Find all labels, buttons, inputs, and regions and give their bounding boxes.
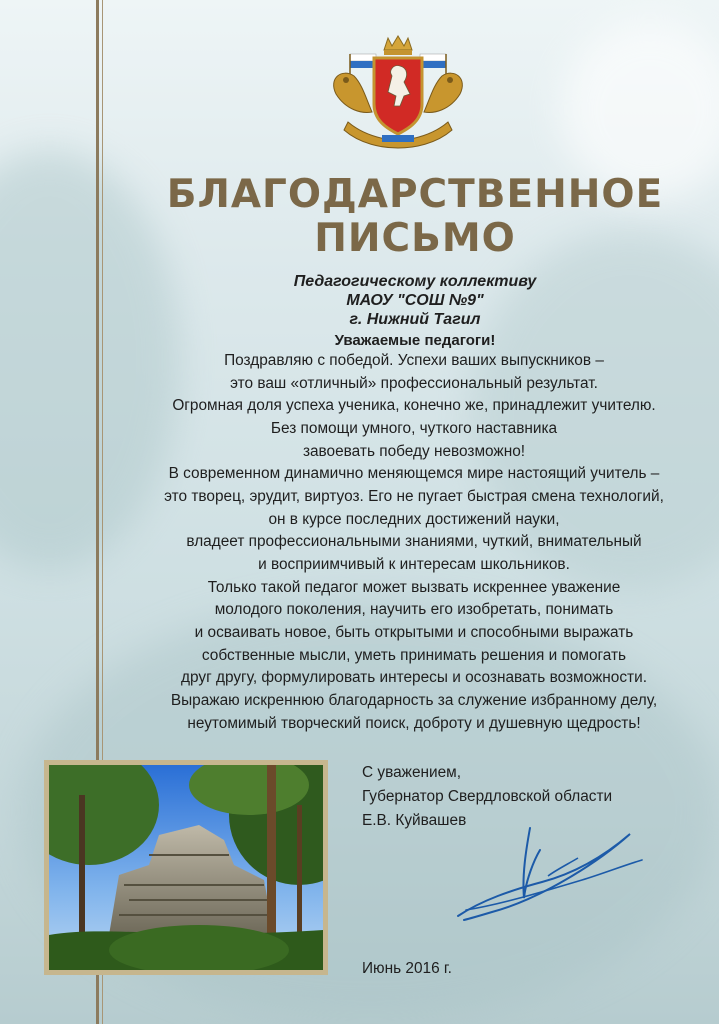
- body-line: Поздравляю с победой. Успехи ваших выпускников –: [224, 352, 604, 369]
- body-line: и восприимчивый к интересам школьников.: [258, 555, 570, 573]
- body-line: владеет профессиональными знаниями, чуткий, внимательный: [186, 533, 642, 551]
- body-line: Без помощи умного, чуткого наставника: [270, 419, 558, 437]
- greeting: Уважаемые педагоги!: [334, 332, 496, 349]
- landscape-photo: [49, 765, 323, 970]
- body-line: В современном динамично меняющемся мире настоящий учитель –: [168, 465, 660, 483]
- body-line: он в курсе последних достижений науки,: [268, 510, 560, 528]
- recipient-line3: г. Нижний Тагил: [349, 311, 481, 328]
- recipient-line1: Педагогическому коллективу: [293, 273, 537, 290]
- handwritten-signature: [452, 820, 652, 930]
- body-line: друг другу, формулировать интересы и осознавать возможности.: [181, 669, 647, 687]
- body-line: завоевать победу невозможно!: [302, 442, 526, 460]
- signature-name: Е.В. Куйвашев: [362, 812, 467, 829]
- body-line: и осваивать новое, быть открытыми и способными выражать: [194, 623, 634, 641]
- body-line: это творец, эрудит, виртуоз. Его не пугает быстрая смена технологий,: [164, 487, 664, 505]
- signature-position: Губернатор Свердловской области: [362, 788, 613, 805]
- body-line: Выражаю искреннюю благодарность за служение избранному делу,: [170, 691, 658, 709]
- signature-closing: С уважением,: [362, 764, 462, 781]
- body-line: Огромная доля успеха ученика, конечно же, принадлежит учителю.: [172, 397, 656, 415]
- body-line: Только такой педагог может вызвать искреннее уважение: [207, 578, 621, 596]
- body-line: это ваш «отличный» профессиональный результат.: [230, 374, 598, 392]
- document-title-line2: ПИСЬМО: [314, 216, 516, 261]
- landscape-photo-frame: [44, 760, 328, 975]
- coat-of-arms-icon: [322, 34, 474, 152]
- letter-body: [108, 350, 719, 735]
- body-line: собственные мысли, уметь принимать решения и помогать: [201, 646, 627, 664]
- document-date: Июнь 2016 г.: [362, 960, 452, 977]
- recipient-line2: МАОУ "СОШ №9": [346, 292, 484, 309]
- body-line: неутомимый творческий поиск, доброту и душевную щедрость!: [187, 714, 641, 732]
- document-title-line1: БЛАГОДАРСТВЕННОЕ: [166, 172, 664, 217]
- body-line: молодого поколения, научить его изобретать, понимать: [214, 601, 614, 619]
